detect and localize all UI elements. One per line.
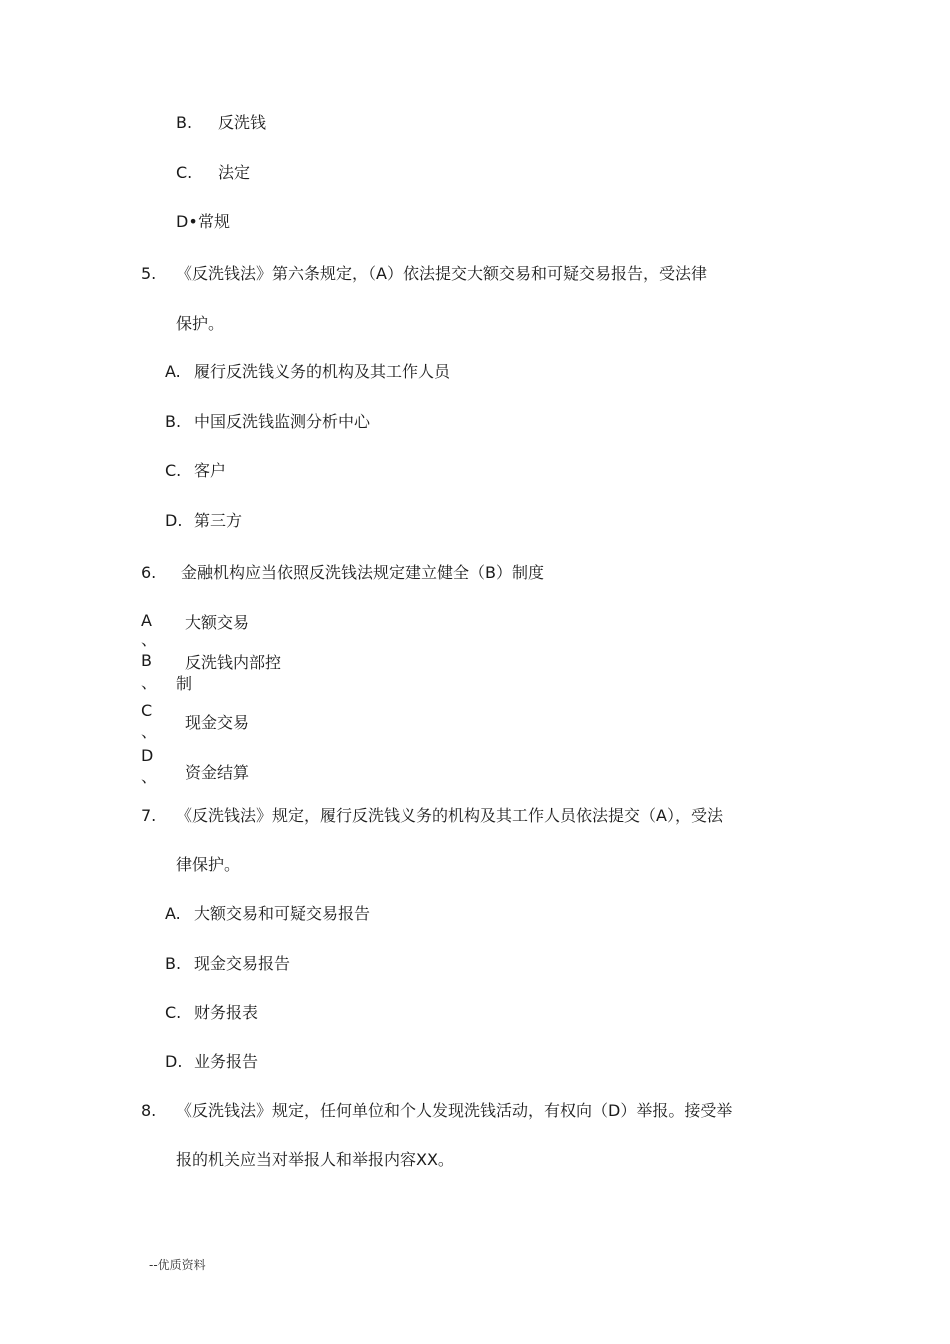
q5-option-c-text: 客户: [194, 461, 227, 480]
q5-option-d-letter: D.: [165, 511, 183, 530]
q4-option-c-text: 法定: [218, 163, 251, 182]
q6-option-a-text: 大额交易: [185, 613, 250, 632]
q4-option-d-text: 常规: [198, 212, 231, 231]
q6-option-d-mark: 、: [141, 767, 158, 786]
q5-option-b-text: 中国反洗钱监测分析中心: [194, 412, 371, 431]
q7-option-b-text: 现金交易报告: [194, 954, 291, 973]
q6-option-a-letter: A: [141, 611, 152, 630]
q7-stem-line2: 律保护。: [176, 855, 241, 874]
q5-option-c-letter: C.: [165, 461, 182, 480]
q7-option-c-text: 财务报表: [194, 1003, 259, 1022]
q4-option-b-text: 反洗钱: [218, 113, 267, 132]
q6-option-b-text: 反洗钱内部控: [185, 653, 282, 672]
q6-stem-line1: 金融机构应当依照反洗钱法规定建立健全（B）制度: [181, 563, 544, 582]
q7-option-c-letter: C.: [165, 1003, 182, 1022]
q5-option-a-text: 履行反洗钱义务的机构及其工作人员: [194, 362, 451, 381]
q7-stem-line1: 《反洗钱法》规定，履行反洗钱义务的机构及其工作人员依法提交（A），受法: [176, 806, 723, 825]
q7-option-a-letter: A.: [165, 904, 181, 923]
q4-option-d-letter: D•: [176, 212, 198, 231]
q7-option-d-letter: D.: [165, 1052, 183, 1071]
q5-option-d-text: 第三方: [194, 511, 243, 530]
q7-option-b-letter: B.: [165, 954, 182, 973]
q7-option-d-text: 业务报告: [194, 1052, 259, 1071]
q5-stem-line2: 保护。: [176, 314, 225, 333]
q6-option-c-text: 现金交易: [185, 713, 250, 732]
q8-number: 8.: [141, 1101, 157, 1120]
q6-option-d-letter: D: [141, 746, 154, 765]
q6-number: 6.: [141, 563, 157, 582]
q8-stem-line2: 报的机关应当对举报人和举报内容XX。: [176, 1150, 454, 1169]
q6-option-b-letter: B: [141, 651, 152, 670]
q6-option-c-letter: C: [141, 701, 153, 720]
q5-option-a-letter: A.: [165, 362, 181, 381]
q8-stem-line1: 《反洗钱法》规定，任何单位和个人发现洗钱活动，有权向（D）举报。接受举: [176, 1101, 733, 1120]
q6-option-d-text: 资金结算: [185, 763, 250, 782]
q5-stem-line1: 《反洗钱法》第六条规定，（A）依法提交大额交易和可疑交易报告，受法律: [176, 264, 707, 283]
q4-option-c-letter: C.: [176, 163, 193, 182]
q5-number: 5.: [141, 264, 157, 283]
page-footer: --优质资料: [149, 1258, 206, 1272]
q6-option-c-mark: 、: [141, 722, 158, 741]
q6-option-b-text-wrap: 制: [176, 674, 193, 693]
q5-option-b-letter: B.: [165, 412, 182, 431]
q7-number: 7.: [141, 806, 157, 825]
q4-option-b-letter: B.: [176, 113, 193, 132]
q6-option-b-mark: 、: [141, 673, 158, 692]
q6-option-a-mark: 、: [141, 630, 158, 649]
q7-option-a-text: 大额交易和可疑交易报告: [194, 904, 371, 923]
